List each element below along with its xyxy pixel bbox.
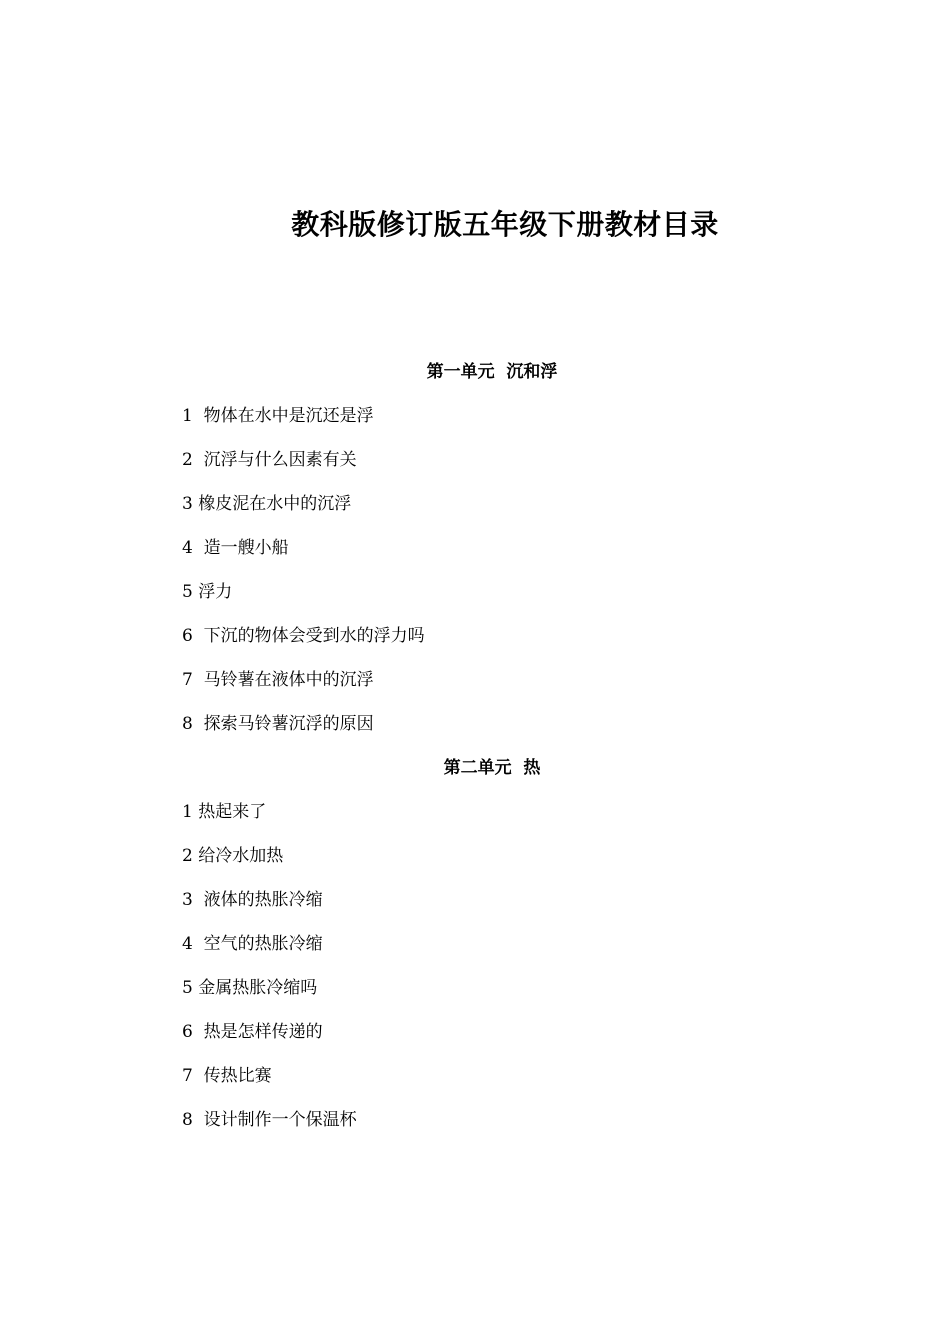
unit-2-lesson-list (182, 796, 802, 1148)
unit-2-section (182, 752, 802, 1148)
lesson-item: 2 沉浮与什么因素有关 (182, 450, 357, 470)
lesson-item: 6 下沉的物体会受到水的浮力吗 (182, 626, 425, 646)
unit-2-heading: 第二单元 热 (443, 758, 541, 778)
unit-1-lesson-list (182, 400, 802, 752)
lesson-item: 5 金属热胀冷缩吗 (182, 978, 318, 998)
lesson-item: 1 物体在水中是沉还是浮 (182, 406, 374, 426)
lesson-item: 8 设计制作一个保温杯 (182, 1110, 357, 1130)
lesson-item: 6 热是怎样传递的 (182, 1022, 323, 1042)
lesson-item: 8 探索马铃薯沉浮的原因 (182, 714, 374, 734)
lesson-item: 3 橡皮泥在水中的沉浮 (182, 494, 352, 514)
lesson-item: 4 空气的热胀冷缩 (182, 934, 323, 954)
lesson-item: 7 传热比赛 (182, 1066, 272, 1086)
lesson-item: 4 造一艘小船 (182, 538, 289, 558)
table-of-contents (182, 356, 802, 1148)
document-title: 教科版修订版五年级下册教材目录 (291, 208, 719, 241)
unit-1-heading: 第一单元 沉和浮 (426, 362, 558, 382)
lesson-item: 3 液体的热胀冷缩 (182, 890, 323, 910)
lesson-item: 1 热起来了 (182, 802, 267, 822)
lesson-item: 5 浮力 (182, 582, 233, 602)
lesson-item: 2 给冷水加热 (182, 846, 284, 866)
unit-1-section (182, 356, 802, 752)
lesson-item: 7 马铃薯在液体中的沉浮 (182, 670, 374, 690)
